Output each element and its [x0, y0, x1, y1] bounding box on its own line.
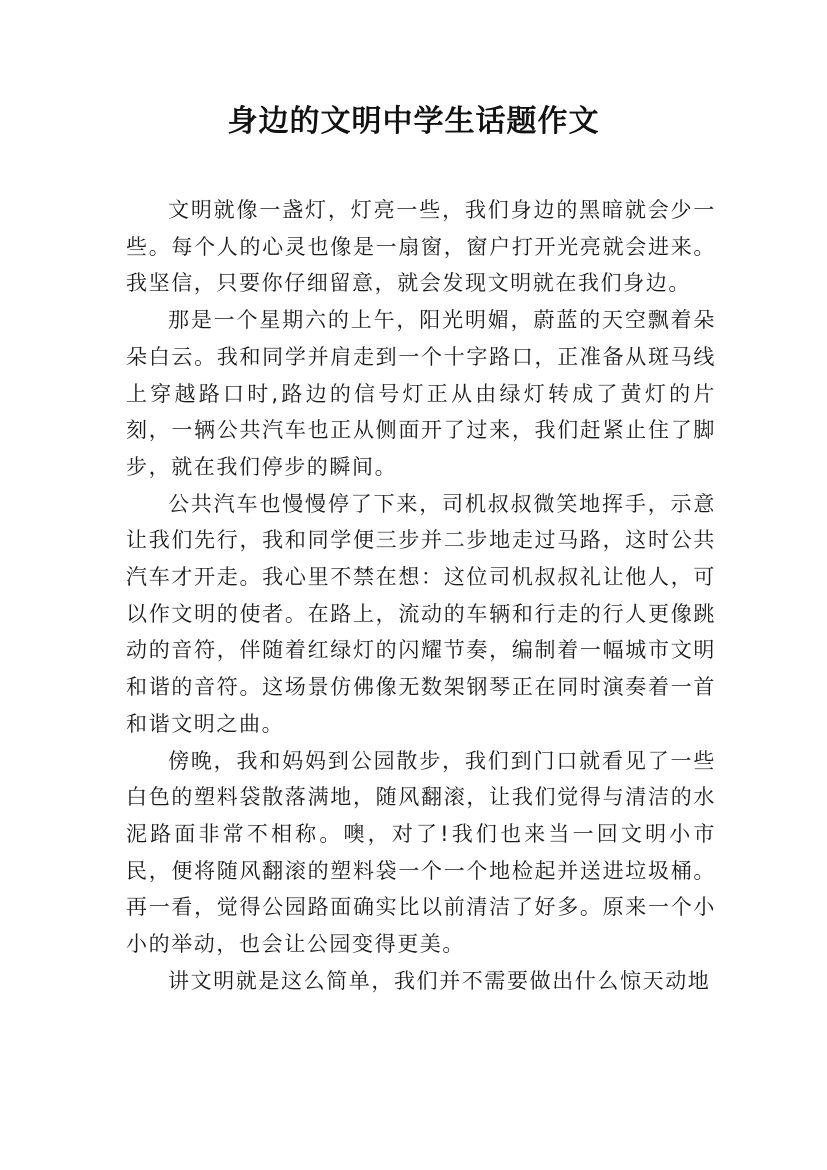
- paragraph: 那是一个星期六的上午，阳光明媚，蔚蓝的天空飘着朵朵白云。我和同学并肩走到一个十字路口，正准备从斑马线上穿越路口时,路边的信号灯正从由绿灯转成了黄灯的片刻，一辆公共汽车也正从侧面开了过来，我们赶紧止住了脚步，就在我们停步的瞬间。: [126, 308, 716, 479]
- document-title: 身边的文明中学生话题作文: [227, 104, 600, 139]
- paragraph: 讲文明就是这么简单，我们并不需要做出什么惊天动地: [168, 968, 711, 993]
- document-body: [126, 192, 716, 999]
- paragraph: 傍晚，我和妈妈到公园散步，我们到门口就看见了一些白色的塑料袋散落满地，随风翻滚，让我们觉得与清洁的水泥路面非常不相称。噢，对了!我们也来当一回文明小市民，便将随风翻滚的塑料袋一个一个地检起并送进垃圾桶。再一看，觉得公园路面确实比以前清洁了好多。原来一个小小的举动，也会让公园变得更美。: [126, 748, 716, 957]
- paragraph: 文明就像一盏灯，灯亮一些，我们身边的黑暗就会少一些。每个人的心灵也像是一扇窗，窗户打开光亮就会进来。我坚信，只要你仔细留意，就会发现文明就在我们身边。: [126, 198, 716, 296]
- paragraph: 公共汽车也慢慢停了下来，司机叔叔微笑地挥手，示意让我们先行，我和同学便三步并二步地走过马路，这时公共汽车才开走。我心里不禁在想：这位司机叔叔礼让他人，可以作文明的使者。在路上，流动的车辆和行走的行人更像跳动的音符，伴随着红绿灯的闪耀节奏，编制着一幅城市文明和谐的音符。这场景仿佛像无数架钢琴正在同时演奏着一首和谐文明之曲。: [126, 491, 716, 736]
